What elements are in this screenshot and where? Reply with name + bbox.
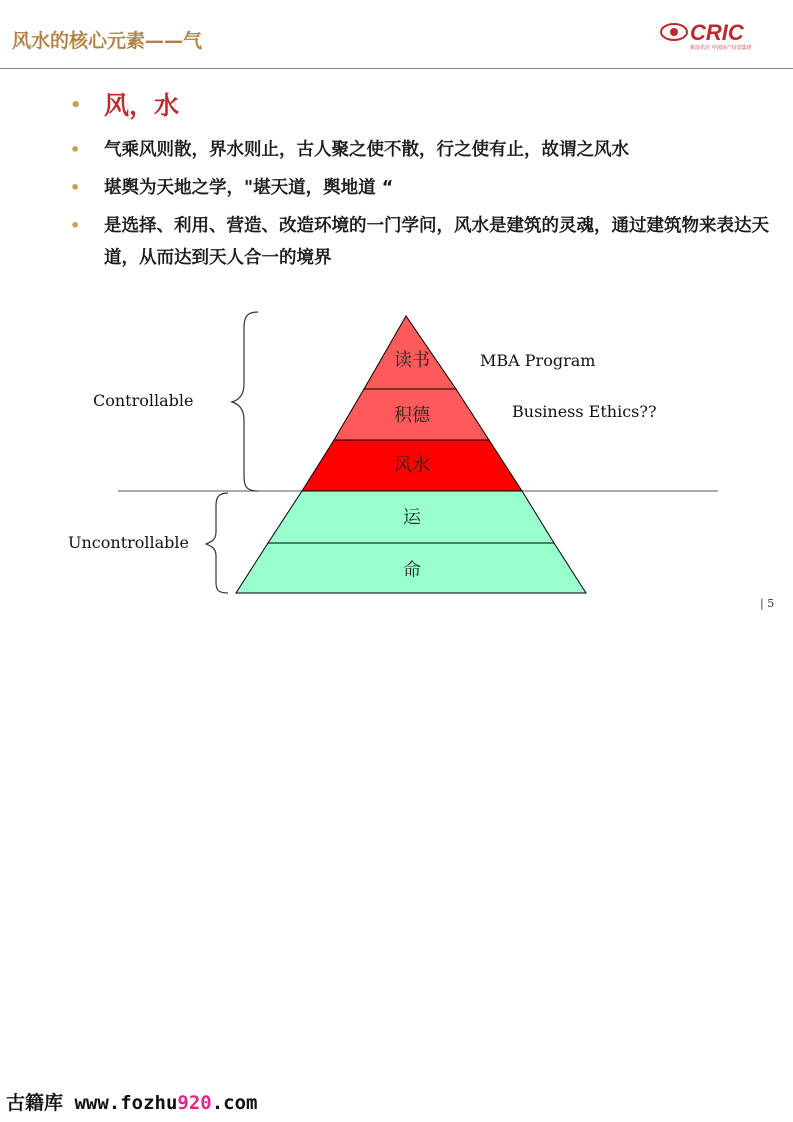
- bullet-text: 风，水: [104, 91, 180, 120]
- controllable-label: Controllable: [93, 391, 194, 410]
- header-divider: [0, 68, 793, 69]
- bullet-item: [70, 134, 770, 166]
- bullet-dot-icon: •: [70, 140, 81, 159]
- svg-text:CRIC: CRIC: [690, 20, 744, 45]
- bullet-dot-icon: •: [70, 95, 82, 116]
- uncontrollable-label: Uncontrollable: [68, 533, 189, 552]
- slide-title: 风水的核心元素——气: [12, 30, 203, 52]
- uncontrollable-brace-icon: [206, 493, 228, 593]
- footer-site-num: 920: [177, 1092, 212, 1114]
- page-number: | 5: [760, 597, 775, 610]
- cric-logo: [660, 18, 785, 52]
- pyramid-label: 读书: [394, 350, 430, 371]
- footer-site-prefix: www.fozhu: [63, 1092, 178, 1114]
- bullet-item: [70, 210, 770, 274]
- bullet-text: 是选择、利用、营造、改造环境的一门学问，风水是建筑的灵魂，通过建筑物来表达天道，从而达到天人合一的境界: [104, 216, 769, 268]
- mba-program-label: MBA Program: [480, 351, 596, 370]
- footer-site-cn: 古籍库: [6, 1092, 64, 1114]
- pyramid-label: 运: [403, 507, 421, 528]
- bullet-text: 堪舆为天地之学，"堪天道，舆地道 “: [104, 178, 394, 198]
- pyramid-label: 风水: [394, 455, 430, 476]
- pyramid-label: 命: [403, 560, 421, 581]
- pyramid-diagram: [0, 300, 793, 600]
- bullet-item: [70, 172, 770, 204]
- business-ethics-label: Business Ethics??: [512, 402, 657, 421]
- bullet-item: [70, 88, 770, 124]
- svg-text:新浪乐居 中国房产信息集团: 新浪乐居 中国房产信息集团: [690, 45, 752, 51]
- footer-watermark: [6, 1088, 258, 1115]
- bullet-dot-icon: •: [70, 216, 81, 235]
- controllable-brace-icon: [232, 312, 258, 491]
- pyramid-label: 积德: [394, 405, 430, 426]
- bullet-text: 气乘风则散，界水则止，古人聚之使不散，行之使有止，故谓之风水: [104, 140, 629, 160]
- bullet-list: [70, 88, 770, 280]
- bullet-dot-icon: •: [70, 178, 81, 197]
- footer-site-suffix: .com: [211, 1092, 258, 1114]
